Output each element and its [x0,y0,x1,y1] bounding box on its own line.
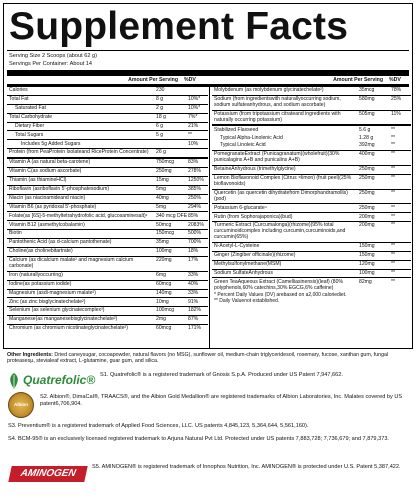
nutrient-amount: 35mg [156,239,169,246]
nutrient-name: Pantothenic Acid (as d-calcium pantothenate) [9,239,112,246]
nutrient-dv: 91% [188,298,199,305]
right-nutrient-list [212,87,411,306]
left-amount-header: Amount Per Serving [128,77,178,83]
quatrefolic-logo: Quatrefolic® [23,373,96,387]
nutrient-dv: 171% [188,325,202,332]
nutrient-name: Sodium SulfateAnhydrous [214,269,273,276]
nutrient-name: N-Acetyl-L-Cysteine [214,243,260,250]
right-row [212,190,411,205]
nutrient-amount: 505mg [359,110,375,117]
nutrient-amount: 6mg [156,271,166,278]
nutrient-dv: ** [391,278,395,285]
nutrient-dv: 10% [188,140,199,147]
nutrient-name: Vitamin A (as natural beta-carotene) [9,159,91,166]
left-dv-header: %DV [184,77,196,83]
right-row [212,204,411,213]
nutrient-amount: 100mcg [156,307,175,314]
right-row [212,243,411,252]
nutrient-dv: 182% [188,307,202,314]
nutrient-amount: 150mg [359,252,375,258]
nutrient-amount: 5mg [156,185,166,192]
right-row [212,96,411,111]
nutrient-name: Iron (naturallyoccurring) [9,271,63,278]
nutrient-amount: 120mg [359,260,375,267]
left-row [7,257,208,272]
right-row [212,151,411,166]
nutrient-dv: 78% [391,87,402,94]
trademark-s2: S2. Albion®, DimaCal®, TRAACS®, and the Albion Gold Medallion® are registered trademarks of Albion Laboratories, Inc. Malates covered by US patent6,706,904. [40,394,403,407]
nutrient-amount: 200mg [359,213,375,220]
nutrient-name: Typical Linoleic Acid [220,142,266,149]
nutrient-amount: 150mcg [156,230,175,237]
nutrient-name: Molybdenum (as molybdenum glycinatechelate²) [214,87,324,94]
nutrient-amount: 250mg [156,168,172,175]
nutrient-amount: 5 g [156,131,164,138]
other-ingredients-label: Other Ingredients: [7,352,53,358]
left-row [7,195,208,204]
left-row [7,131,208,140]
nutrient-name: Magnesium (asdi-magnesium malate²) [9,289,96,296]
nutrient-amount: 250mg [359,204,375,211]
left-row [7,186,208,195]
left-row [7,325,208,333]
left-row [7,105,208,114]
nutrient-name: BetaineAnhydrous (trimethylglycine) [214,166,296,173]
nutrient-name: Turmeric Extract (Curcumalonga)(rhizome)(95% total curcuminoidcomplex including curcumin,curcuminoids,and curcumin(65%) [214,222,346,241]
nutrient-amount: 8 g [156,96,164,103]
nutrient-dv: ** [391,204,395,211]
column-header [4,76,412,84]
quatrefolic-leaf-icon [6,372,22,390]
nutrient-dv: ** [391,126,395,133]
nutrient-name: Choline(as cholinebitartrate) [9,248,73,255]
nutrient-name: Stabilized Flaxseed [214,126,259,133]
nutrient-dv: ** [391,260,395,267]
nutrient-name: Folate(as [6S]-5-methyltetrahydrofolic acid, glucosaminesalt)¹ [9,212,148,219]
dv-footnote-1: * Percent Daily Values (DV) arebased on a2,000 caloriediet. [214,292,347,299]
left-row [7,230,208,239]
nutrient-amount: 230 [156,87,165,94]
right-row [212,278,411,292]
right-row [212,261,411,270]
nutrient-amount: 2mg [156,316,166,323]
nutrient-dv: ** [391,243,395,250]
nutrient-name: Dietary Fiber [15,122,45,129]
nutrient-dv: 250% [188,194,202,201]
supplement-facts-panel [3,3,413,349]
nutrient-name: Green TeaAqueous Extract (Camelliasinensis)(leaf) (80% polyphenols,60% catechins,30% EGCG,6% caffeine) [214,278,344,291]
nutrient-amount: 100mg [359,269,375,276]
left-row [7,316,208,325]
column-divider [209,87,210,348]
right-row [212,252,411,261]
left-row [7,140,208,149]
dv-footnotes [212,292,411,306]
right-rows [212,87,411,292]
nutrient-dv: 87% [188,316,199,323]
right-row [212,222,411,243]
nutrient-amount: 2 g [156,104,164,111]
nutrient-dv: ** [391,252,395,258]
nutrient-amount: 580mg [359,96,375,103]
nutrient-name: Total Carbohydrate [9,113,53,120]
nutrient-name: Selenium (as selenium glycinatecomplex³) [9,307,105,314]
nutrient-amount: 750mcg [156,159,175,166]
nutrient-name: Lemon Bioflavonoid Complex (Citrus ×limon) (fruit peel)(25% bioflavonoids) [214,175,352,187]
nutrient-dv: 7%* [188,113,198,120]
nutrient-name: Calories [9,87,28,94]
right-row [212,270,411,279]
nutrient-amount: 392mg [359,142,375,149]
nutrient-dv: 85% [188,212,199,219]
nutrient-dv: ** [391,175,395,182]
dv-footnote-2: ** Daily Valuenot established. [214,298,280,305]
nutrient-amount: 15mg [156,177,169,184]
aminogen-logo-badge: AMINOGEN [8,466,87,482]
right-row [212,125,411,134]
nutrient-dv: 500% [188,230,202,237]
nutrient-amount: 18 g [156,113,166,120]
left-row [7,298,208,307]
nutrient-amount: 250mg [359,166,375,173]
nutrient-name: Total Fat [9,96,29,103]
other-ingredients-text: Dried caneysugar, cocoapowder, natural flavors (no MSG), sunflower oil, medium-chain triglyceridesoil, rosemary, fucose, xanthan gum, fungal proteasesµ, stevialeaf extract, L-glutamine, guar gum, and silica. [7,352,389,365]
nutrient-dv: 40% [188,280,199,287]
nutrient-amount: 26 g [156,149,166,156]
right-row [212,166,411,175]
left-row [7,158,208,168]
nutrient-name: Methylsulfonylmethane(MSM) [214,260,282,267]
left-row [7,239,208,248]
nutrient-name: Vitamin C(as sodium ascorbate) [9,168,82,175]
right-row [212,213,411,222]
nutrient-amount: 35mcg [359,87,375,94]
nutrient-amount: 82mg [359,278,372,285]
nutrient-amount: 40mg [156,194,169,201]
nutrient-amount: 60mcg [156,280,172,287]
nutrient-name: Includes 5g Added Sugars [21,140,81,147]
left-row [7,281,208,290]
nutrient-amount: 340 mcg DFE [156,212,188,219]
nutrient-dv: 33% [188,271,199,278]
nutrient-dv: 17% [188,257,199,264]
right-row [212,111,411,126]
left-row [7,307,208,316]
left-nutrient-list [7,87,208,333]
left-row [7,149,208,158]
nutrient-amount: 100mg [156,248,172,255]
nutrient-name: Chromium (as chromium nicotinateglycinatechelate²) [9,325,128,332]
nutrient-name: Potassium 6-glucarate⁴ [214,204,267,211]
trademark-s1: S1. Quatrefolic® is a registered trademark of Gnosis S.p.A. Produced under US Patent 7,947,662. [100,372,343,378]
left-row [7,204,208,213]
left-row [7,177,208,186]
left-row [7,123,208,132]
left-row [7,168,208,177]
nutrient-amount: 50mcg [156,221,172,228]
nutrient-name: Riboflavin (asriboflavin 5'-phosphatesodium) [9,185,110,192]
nutrient-amount: 250mg [359,189,375,196]
right-dv-header: %DV [389,77,401,83]
nutrient-dv: 25% [391,96,402,103]
nutrient-dv: 385% [188,185,202,192]
right-row [212,175,411,190]
nutrient-dv: ** [391,151,395,158]
nutrient-amount: 140mg [156,289,172,296]
left-row [7,96,208,105]
nutrient-name: Zinc (as zinc bisglycinatechelate²) [9,298,86,305]
nutrient-name: Calcium (as dicalcium malate² and magnesium calcium carbonate) [9,257,134,270]
albion-logo: Albion [14,402,28,407]
other-ingredients [3,352,413,365]
panel-title: Supplement Facts [9,5,349,48]
nutrient-amount: 250mg [359,175,375,182]
nutrient-amount: 220mg [156,257,172,264]
nutrient-amount: 150mg [359,243,375,250]
nutrient-dv: 33% [188,289,199,296]
nutrient-dv: 18% [188,248,199,255]
nutrient-name: PomegranateExtract (Punicagranatum)(wholefruit)(30% punicalagins A+B and punicalins A+B) [214,151,340,164]
right-row [212,134,411,142]
nutrient-dv: 2083% [188,221,204,228]
nutrient-name: Thiamin (as thiamineHCl) [9,177,67,184]
trademark-s4: S4. BCM-95® is an exclusively licensed registered trademark to Arjuna Natural Pvt Ltd. Protected under US patents 7,883,728; 7,736,679; and 7,879,373. [8,436,389,442]
serving-size: Serving Size 2 Scoops (about 62 g) [9,53,97,59]
left-row [7,87,208,96]
nutrient-dv: 1250% [188,177,204,184]
nutrient-name: Rutin (from Sophorajaponica)(bud) [214,213,293,220]
nutrient-name: Potassium (from tripotassium citrateand ingredients with naturally occurring potassium) [214,110,341,123]
left-row [7,248,208,257]
nutrient-dv: ** [188,131,192,138]
serving-info [4,51,412,70]
right-row [212,142,411,151]
trademark-s5: S5. AMINOGEN® is registered trademark of Innophos Nutrition, Inc. AMINOGEN® is protected under U.S. Patent 5,387,422. [92,464,401,470]
nutrient-dv: ** [391,189,395,196]
left-row [7,114,208,123]
nutrient-name: Sodium (from ingredientswith naturallyoccurring sodium, sodium sulfateanhydrous, and sodium ascorbate) [214,96,341,108]
nutrient-name: Quercetin (as quercetin dihydratefrom Dimorphandramollis)(pod) [214,189,348,202]
nutrient-dv: 21% [188,122,199,129]
nutrient-dv: ** [391,213,395,220]
nutrient-dv: 278% [188,168,202,175]
nutrient-name: Saturated Fat [15,104,46,111]
left-row [7,272,208,281]
nutrient-name: Protein (from PeaProtein Isolateand RiceProtein Concentrate) [9,149,149,156]
nutrient-amount: 400mg [359,151,375,158]
nutrient-dv: ** [391,142,395,149]
nutrient-amount: 6 g [156,122,164,129]
right-amount-header: Amount Per Serving [333,77,383,83]
nutrient-dv: ** [391,134,395,141]
nutrient-name: Iodine(as potassium iodide) [9,280,72,287]
nutrient-amount: 5.6 g [359,126,371,133]
nutrient-name: Vitamin B12 (asmethylcobalamin) [9,221,85,228]
nutrient-dv: 700% [188,239,202,246]
nutrient-amount: 1.28 g [359,134,374,141]
nutrient-dv: ** [391,166,395,173]
nutrient-name: Total Sugars [15,131,44,138]
nutrient-amount: 60mcg [156,325,172,332]
nutrient-dv: 294% [188,203,202,210]
right-row [212,87,411,96]
nutrient-name: Ginger (Zingiber officinale)(rhizome) [214,252,296,258]
nutrient-name: Vitamin B6 (as pyridoxal 5'-phosphate) [9,203,97,210]
nutrient-amount: 200mg [359,222,375,229]
left-row [7,290,208,299]
nutrient-name: Typical Alpha-Linolenic Acid [220,134,283,141]
nutrient-amount: 5mg [156,203,166,210]
nutrient-amount: 10mg [156,298,169,305]
nutrient-columns [4,87,412,348]
nutrient-dv: 83% [188,159,199,166]
nutrient-name: Niacin (as niacinamideand niacin) [9,194,86,201]
nutrient-dv: 10%* [188,104,201,111]
trademark-s3: S3. Preventium® is a registered trademark of Applied Food Sciences, LLC. US patents 4,845,123, 5,364,644, 5,561,160). [8,423,309,429]
nutrient-dv: 11% [391,110,401,117]
left-row [7,221,208,230]
nutrient-dv: ** [391,269,395,276]
nutrient-dv: 10%* [188,96,201,103]
servings-per-container: Servings Per Container: About 14 [9,60,93,67]
left-row [7,212,208,221]
nutrient-name: Manganese(as manganesebisglycinatechelate²) [9,316,118,323]
nutrient-name: Biotin [9,230,22,237]
nutrient-dv: ** [391,222,395,229]
